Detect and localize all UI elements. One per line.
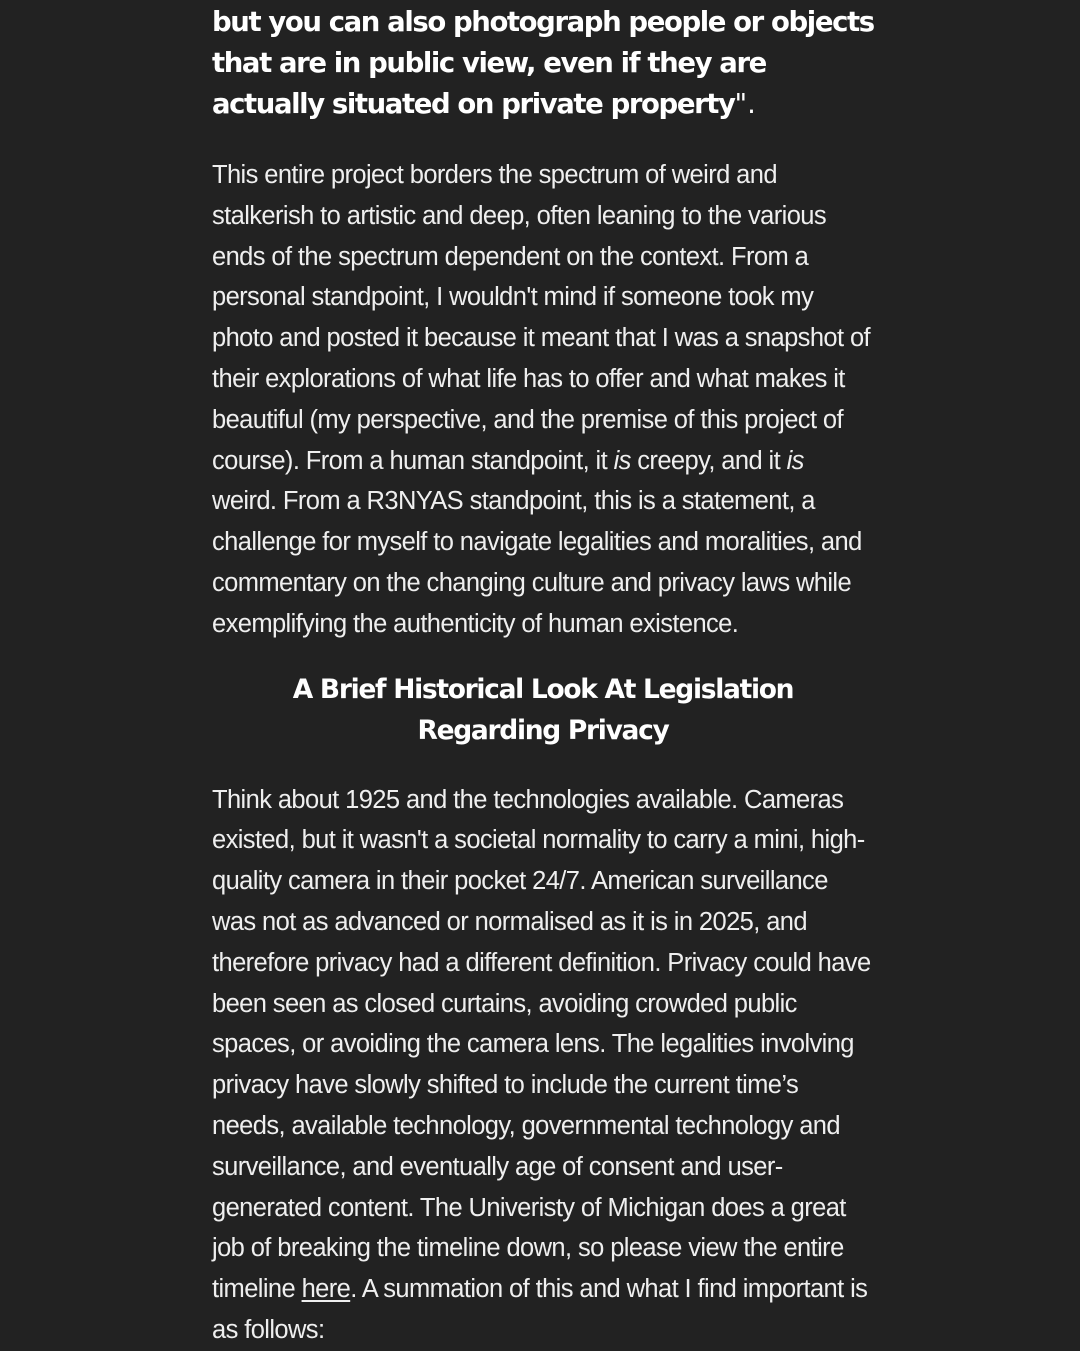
quote-bold-text: but you can also photograph people or objects that are in public view, even if they are actually situated on private property — [212, 6, 874, 120]
emphasis-is: is — [786, 446, 804, 475]
paragraph-1-text-a: This entire project borders the spectrum of weird and stalkerish to artistic and deep, often leaning to the various ends of the spectrum dependent on the context. From a personal standpoint, I wouldn't mind if someone took my photo and posted it because it meant that I was a snapshot of their explorations of what life has to offer and what makes it beautiful (my perspective, and the premise of this project of course). From a human standpoint, it — [212, 161, 871, 475]
quote-text — [212, 2, 874, 125]
quote-closing-mark: ". — [734, 88, 756, 120]
timeline-link[interactable]: here — [301, 1275, 351, 1304]
paragraph-2-text-a: Think about 1925 and the technologies available. Cameras existed, but it wasn't a societal normality to carry a mini, high-quality camera in their pocket 24/7. American surveillance was not as advanced or normalised as it is in 2025, and therefore privacy had a different definition. Privacy could have been seen as closed curtains, avoiding crowded public spaces, or avoiding the camera lens. The legalities involving privacy have slowly shifted to include the current time’s needs, available technology, governmental technology and surveillance, and eventually age of consent and user-generated content. The Univeristy of Michigan does a great job of breaking the timeline down, so please view the entire timeline — [212, 785, 871, 1304]
paragraph-2-text-b: . A summation of this and what I find important is as follows: — [212, 1275, 868, 1344]
section-heading: A Brief Historical Look At Legislation Regarding Privacy — [292, 673, 794, 746]
emphasis-is: is — [613, 446, 631, 475]
paragraph-1-text-c: weird. From a R3NYAS standpoint, this is a statement, a challenge for myself to navigate legalities and moralities, and commentary on the changing culture and privacy laws while exemplifying the authenticity of human existence. — [212, 487, 862, 638]
paragraph-project-perspective — [212, 155, 874, 645]
paragraph-1-text-b: creepy, and it — [630, 446, 787, 475]
article-body — [212, 0, 874, 1351]
paragraph-privacy-history — [212, 780, 874, 1351]
